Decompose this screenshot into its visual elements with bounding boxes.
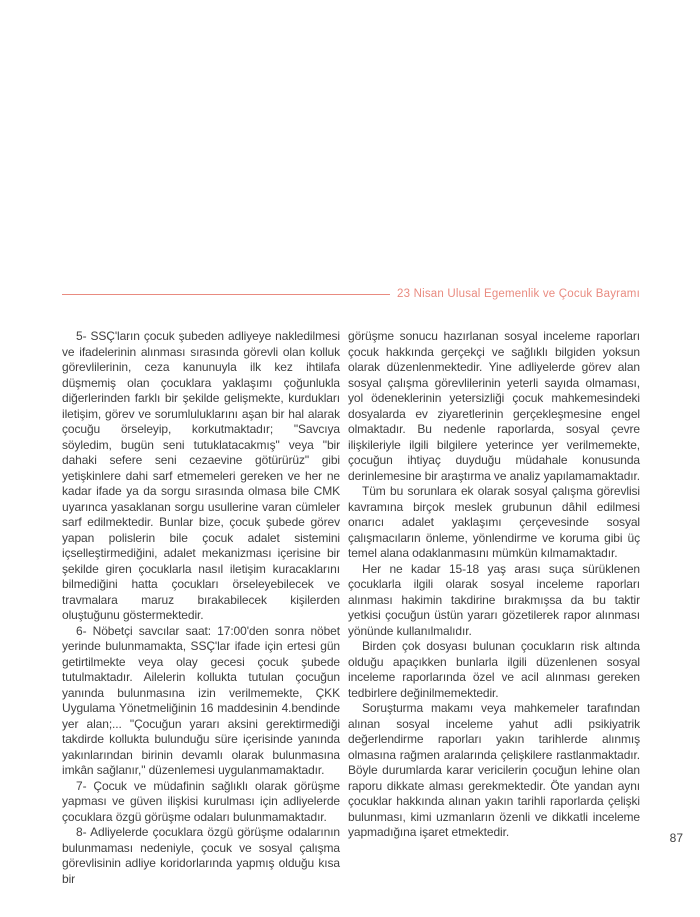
paragraph-her-ne-kadar: Her ne kadar 15-18 yaş arası suça sürüklenen çocuklarla ilgili olarak sosyal inceleme raporları alınması hakimin takdirine bırakmışsa da bu taktir yetkisi çocuğun üstün yararı gözetilerek rapor alınması yönünde kullanılmalıdır. [348, 561, 640, 638]
paragraph-birden-cok-dosyasi: Birden çok dosyası bulunan çocukların risk altında olduğu apaçıkken bunlarla ilgili düzenlenen sosyal inceleme raporlarında özel ve acil alınması gereken tedbirlere değinilmemektedir. [348, 639, 640, 700]
paragraph-item-5: 5- SSÇ'ların çocuk şubeden adliyeye nakledilmesi ve ifadelerinin alınması sırasında görevli olan kolluk görevlilerinin, ceza kanunuyla ilk kez ihtilafa düşmemiş olan çocuklara yaklaşımı çoğunlukla diğerlerinden farklı bir şekilde gelişmekte, kurdukları iletişim, görev ve sorumluluklarını aşan bir hal alarak çocuğu örseleyip, korkutmaktadır; "Savcıya söyledim, bugün seni tutuklatacakmış" veya "bir dahaki sefere seni cezaevine götürürüz" gibi yetişkinlere dahi sarf etmemeleri gereken ve her ne kadar ifade ya da sorgu sırasında olmasa bile CMK uyarınca yasaklanan sorgu usullerine varan cümleler sarf edilmektedir. Bunlar bize, çocuk şubede görev yapan polislerin bile çocuk adalet sistemini içselleştirmediğini, adalet mekanizması içerisine bir şekilde giren çocuklarla nasıl iletişim kuracaklarını bilmediğini hatta çocukları örseleyebilecek ve travmalara maruz bırakabilecek kişilerden oluştuğunu göstermektedir. [62, 329, 340, 622]
paragraph-continuation: görüşme sonucu hazırlanan sosyal inceleme raporları çocuk hakkında gerçekçi ve sağlıklı bilgiden yoksun olarak düzenlenmektedir. Yine adliyelerde görev alan sosyal çalışma görevlilerinin yeterli sayıda olmaması, yol ödeneklerinin yetersizliği çocuk mahkemesindeki dosyalarda ev ziyaretlerinin gerçekleşmesine engel olmaktadır. Bu nedenle raporlarda, sosyal çevre ilişkileriyle ilgili bilgilere yeterince yer verilmemekte, çocuğun ihtiyaç duyduğu müdahale konusunda derinlemesine bir araştırma ve analiz yapılamamaktadır. [348, 329, 640, 483]
paragraph-item-6: 6- Nöbetçi savcılar saat: 17:00'den sonra nöbet yerinde bulunmamakta, SSÇ'lar ifade için ertesi gün getirtilmekte veya olay gecesi çocuk şubede tutulmaktadır. Ailelerin kollukta tutulan çocuğun yanında bulunmasına izin verilmemekte, ÇKK Uygulama Yönetmeliğinin 16 maddesinin 4.bendinde yer alan;... "Çocuğun yararı aksini gerektirmediği takdirde kollukta bulunduğu süre içerisinde yanında yakınlarından birinin devamlı olarak bulunmasına imkân sağlanır," düzenlemesi uygulanmamaktadır. [62, 623, 340, 777]
header-rule [62, 294, 390, 295]
body-text [62, 329, 640, 887]
paragraph-item-8: 8- Adliyelerde çocuklara özgü görüşme odalarının bulunmaması nedeniyle, çocuk ve sosyal çalışma görevlisinin adliye koridorlarında yapmış olduğu kısa bir [62, 825, 340, 886]
section-header [62, 288, 640, 300]
paragraph-tum-bu-sorunlara: Tüm bu sorunlara ek olarak sosyal çalışma görevlisi kavramına birçok meslek grubunun dâhil edilmesi onarıcı adalet yaklaşımı çerçevesinde sosyal çalışmacıların önleme, yönlendirme ve koruma gibi üç temel alana odaklanmasını mümkün kılmamaktadır. [348, 484, 640, 560]
page-number: 87 [669, 831, 683, 845]
header-title: 23 Nisan Ulusal Egemenlik ve Çocuk Bayramı [397, 288, 640, 300]
text-column-right [348, 329, 640, 887]
paragraph-sorusturma-makami: Soruşturma makamı veya mahkemeler tarafından alınan sosyal inceleme yahut adli psikiyatrik değerlendirme raporları yakın tarihlerde alınmış olmasına rağmen aralarında çelişkilere rastlanmaktadır. Böyle durumlarda karar vericilerin çocuğun lehine olan raporu dikkate alması gerekmektedir. Öte yandan aynı çocuklar hakkında alınan yakın tarihli raporlarda çelişki bulunması, kimi uzmanların özenli ve dikkatli inceleme yapmadığına işaret etmektedir. [348, 701, 640, 839]
text-column-left [62, 329, 340, 887]
paragraph-item-7: 7- Çocuk ve müdafinin sağlıklı olarak görüşme yapması ve güven ilişkisi kurulması için adliyelerde çocuklara özgü görüşme odaları bulunmamaktadır. [62, 778, 340, 824]
